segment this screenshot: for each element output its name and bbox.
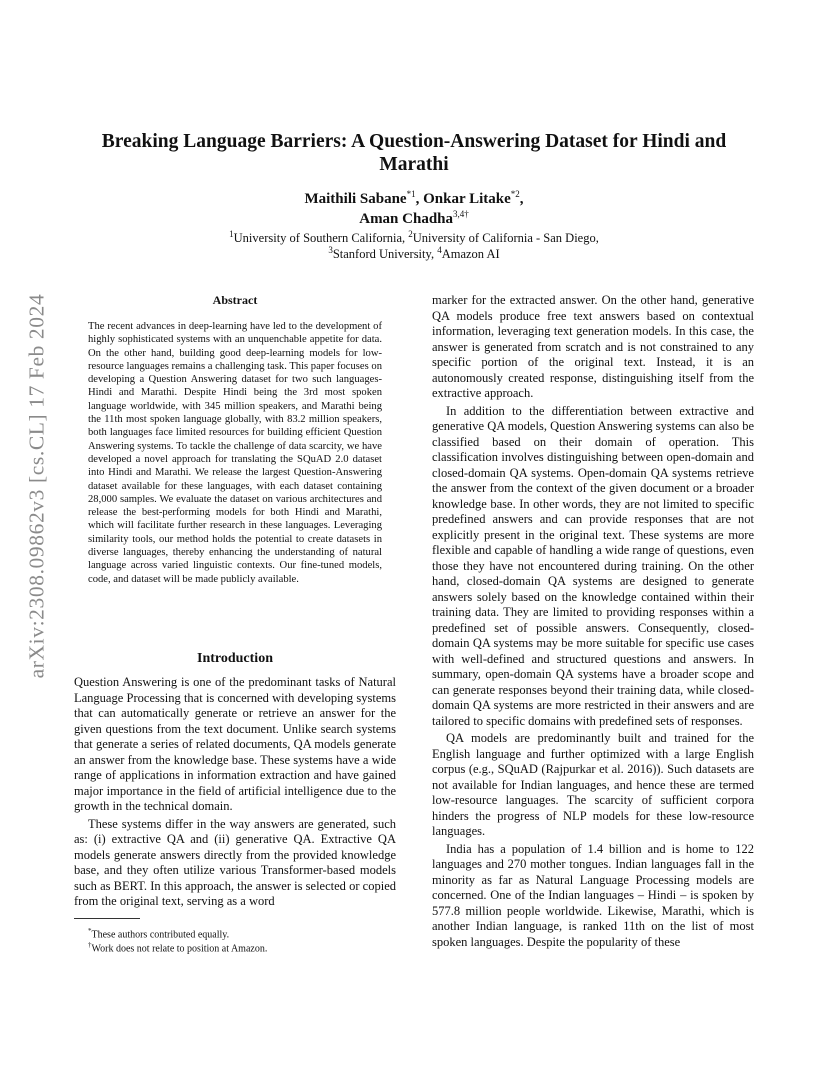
author-marker: 3,4† [453, 209, 469, 219]
author-name: Onkar Litake [423, 191, 511, 207]
affiliation: University of Southern California, [233, 231, 409, 245]
footnote-marker: † [88, 941, 92, 949]
arxiv-stamp [22, 290, 52, 682]
affiliation: Stanford University, [332, 246, 438, 261]
footnote-marker: * [88, 927, 92, 935]
footnote [74, 939, 396, 955]
body-paragraph: In addition to the differentiation between extractive and generative QA models, Question Answering systems can also be classified based on their domain of operation. This classification involves distinguishing between open-domain and closed-domain QA systems. Open-domain QA systems retrieve the answer from the context of the given document or a broader knowledge base. In other words, they are not limited to specific predefined answers and can provide responses that are not explicitly present in the original text. These systems are more flexible and capable of handling a wide range of questions, even those they have not encountered during training. On the other hand, closed-domain QA systems are designed to generate answers solely based on the knowledge contained within their training data. They are limited to providing responses within a predefined set of possible answers. Consequently, closed-domain QA systems may be more suitable for specific use cases with well-defined and structured questions and answers. In summary, open-domain QA systems have a broader scope and can generate responses beyond their training data, while closed-domain QA systems are more restricted in their answers and are tailored to specific domains with predefined sets of responses. [432, 403, 754, 728]
footnote-text: Work does not relate to position at Amazon. [91, 943, 268, 955]
abstract-text: The recent advances in deep-learning have led to the development of highly sophisticated systems with an unquenchable appetite for data. On the other hand, building good deep-learning models for low-resource languages remains a challenging task. This paper focuses on developing a Question Answering dataset for two such languages- Hindi and Marathi. Despite Hindi being the 3rd most spoken language worldwide, with 345 million speakers, and Marathi being the 11th most spoken language globally, with 83.2 million speakers, both languages face limited resources for building efficient Question Answering systems. To tackle the challenge of data scarcity, we have developed a novel approach for translating the SQuAD 2.0 dataset into Hindi and Marathi. We release the largest Question-Answering dataset available for these languages, with each dataset containing 28,000 samples. We evaluate the dataset on various architectures and release the best-performing models for both Hindi and Marathi, which will facilitate further research in these languages. Leveraging similarity tools, our method holds the potential to create datasets in diverse languages, thereby enhancing the understanding of natural language across varied linguistic contexts. Our fine-tuned models, code, and dataset will be made publicly available. [88, 321, 382, 585]
body-paragraph: Question Answering is one of the predominant tasks of Natural Language Processing that is concerned with developing systems that can automatically generate or retrieve an answer for the given questions from the text document. Unlike search systems that generate a series of related documents, QA models generate an answer from the knowledge base. These systems have a wide range of applications in information extraction and have gained major importance in the field of artificial intelligence due to the growth in the technical domain. [74, 675, 396, 813]
introduction-heading: Introduction [197, 651, 273, 666]
body-paragraph: These systems differ in the way answers are generated, such as: (i) extractive QA and (ii) generative QA. Extractive QA models generate answers directly from the provided knowledge base, and they often utilize various Transformer-based models such as BERT. In this approach, the answer is selected or copied from the original text, serving as a word [74, 816, 396, 908]
left-column [74, 675, 396, 910]
affiliations [90, 228, 738, 262]
body-paragraph: India has a population of 1.4 billion and is home to 122 languages and 270 mother tongues. Indian languages fall in the minority as far as Natural Language Processing models are concerned. One of the Indian languages – Hindi – is spoken by 577.8 million people worldwide. Likewise, Marathi, which is another Indian language, is ranked 11th on the list of most spoken languages. Despite the popularity of these [432, 841, 754, 949]
footnote-divider [74, 918, 140, 919]
paper-title: Breaking Language Barriers: A Question-Answering Dataset for Hindi and Marathi [101, 131, 727, 175]
affiliation-marker: 4 [437, 244, 442, 255]
author-marker: *2 [510, 189, 520, 199]
author-marker: *1 [406, 189, 416, 199]
arxiv-stamp-text: arXiv:2308.09862v3 [cs.CL] 17 Feb 2024 [24, 293, 49, 679]
author-name: Maithili Sabane [304, 191, 407, 207]
author-name: Aman Chadha [359, 211, 454, 227]
abstract-heading: Abstract [212, 293, 258, 307]
body-paragraph: marker for the extracted answer. On the other hand, generative QA models produce free text answers based on contextual information, leveraging text generation models. In this case, the answer is generated from scratch and is not constrained to any specific portion of the original text. Instead, it is an autonomously created response, distinguishing itself from the extractive approach. [432, 293, 754, 400]
right-column [432, 293, 754, 950]
body-paragraph: QA models are predominantly built and trained for the English language and further optimized with a large English corpus (e.g., SQuAD (Rajpurkar et al. 2016)). Such datasets are not available for Indian languages, and hence these are termed low-resource languages. The scarcity of sufficient corpora hinders the progress of NLP models for these low-resource languages. [432, 731, 754, 838]
affiliation-marker: 2 [408, 228, 413, 239]
affiliation-marker: 3 [328, 244, 333, 255]
affiliation: University of California - San Diego, [412, 231, 599, 245]
author-list: Maithili Sabane$^{*1}$, Onkar Litake$^{*2}$, Aman Chadha$^{3,4\dagger}$ [304, 189, 524, 227]
affiliation-marker: 1 [229, 228, 234, 239]
footnote-text: These authors contributed equally. [91, 929, 230, 941]
affiliation: Amazon AI [441, 246, 500, 261]
